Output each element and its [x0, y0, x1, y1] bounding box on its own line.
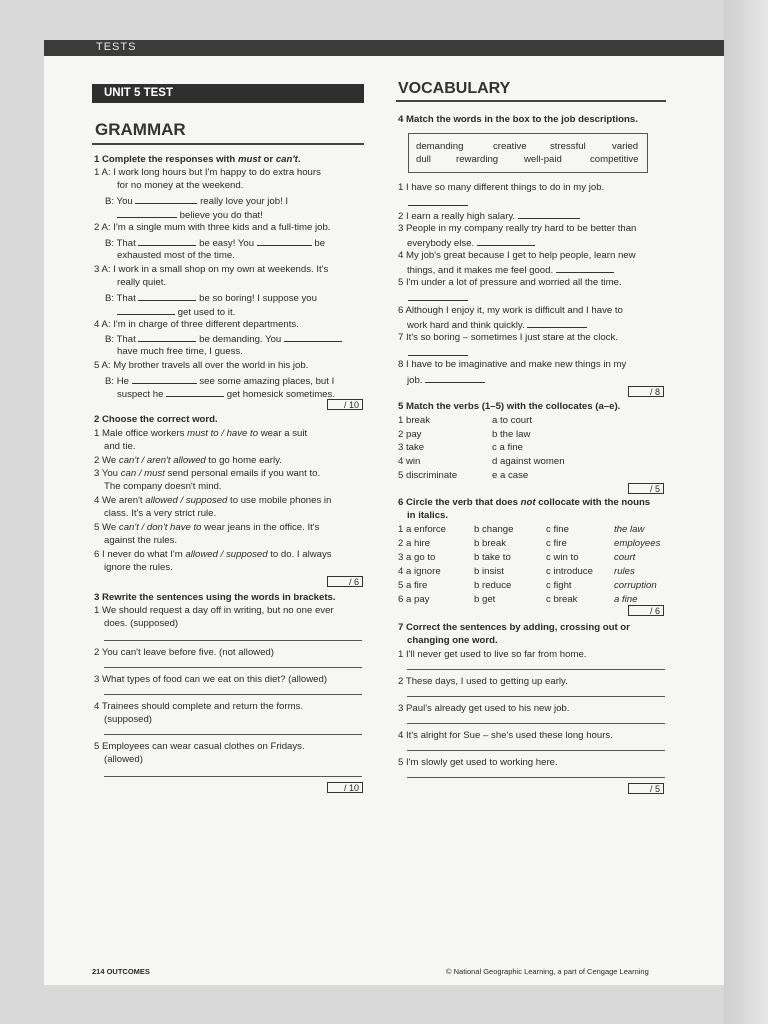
score-box: / 10 [327, 399, 363, 410]
answer-line[interactable] [104, 734, 362, 735]
ex2-text: send personal emails if you want to. [164, 468, 321, 479]
ex3-line: (supposed) [104, 714, 152, 725]
ex1-line: really quiet. [117, 277, 167, 288]
ex1-line: 5 A: My brother travels all over the world in his job. [94, 360, 309, 371]
ex1-text: B: That [105, 238, 136, 249]
verb-item: 4 win [398, 456, 421, 467]
answer-blank[interactable] [518, 209, 580, 219]
ex7-line: 3 Paul's already get used to his new job. [398, 703, 570, 714]
ex4-line: 3 People in my company really try hard to be better than [398, 223, 637, 234]
ex1-instruction: 1 Complete the responses with must or can't. [94, 154, 301, 165]
ex6-instruction: in italics. [407, 510, 449, 521]
ex2-line: and tie. [104, 441, 136, 452]
option-c[interactable]: c win to [546, 552, 579, 563]
section-label: TESTS [96, 41, 137, 53]
ex2-text: 5 We [94, 522, 119, 533]
word-box [408, 133, 648, 173]
ex2-line: against the rules. [104, 535, 178, 546]
option-b[interactable]: b get [474, 594, 496, 605]
ex4-line [407, 236, 535, 250]
choice-options[interactable]: can't / don't have to [118, 522, 202, 533]
ex7-line: 1 I'll never get used to live so far from home. [398, 649, 587, 660]
ex3-line: 2 You can't leave before five. (not allowed) [94, 647, 274, 658]
ex1-line [105, 194, 288, 208]
answer-blank[interactable] [166, 387, 224, 397]
ex4-line [407, 318, 587, 332]
word-box-item: rewarding [456, 154, 499, 165]
ex1-line: 3 A: I work in a small shop on my own at weekends. It's [94, 264, 329, 275]
unit-title-bar [92, 84, 364, 103]
collocate-item: d against women [492, 456, 565, 467]
ex4-instruction: 4 Match the words in the box to the job descriptions. [398, 114, 638, 125]
ex2-text: wear jeans in the office. It's [201, 522, 320, 533]
ex3-line: 5 Employees can wear casual clothes on Fridays. [94, 741, 305, 752]
verb-item: 5 discriminate [398, 470, 458, 481]
ex1-text: be demanding. You [199, 334, 282, 345]
score-box: / 6 [628, 605, 664, 616]
ex1-line [117, 387, 335, 401]
ex1-line: 1 A: I work long hours but I'm happy to do extra hours [94, 167, 321, 178]
score-box: / 5 [628, 783, 664, 794]
ex2-line [94, 495, 331, 507]
ex2-line: ignore the rules. [104, 562, 173, 573]
ex7-line: 2 These days, I used to getting up early. [398, 676, 568, 687]
option-a[interactable]: 4 a ignore [398, 566, 441, 577]
ex3-line: (allowed) [104, 754, 143, 765]
ex4-text: work hard and think quickly. [407, 320, 525, 331]
ex1-text: B: That [105, 293, 136, 304]
ex1-text: suspect he [117, 389, 164, 400]
collocate-item: b the law [492, 429, 531, 440]
answer-line[interactable] [407, 696, 665, 697]
verb-item: 1 break [398, 415, 430, 426]
ex1-text: get used to it. [177, 307, 236, 318]
ex4-line: 8 I have to be imaginative and make new things in my [398, 359, 627, 370]
noun-italic: the law [614, 524, 645, 535]
word-box-item: demanding [416, 141, 464, 152]
collocate-item: c a fine [492, 442, 523, 453]
collocate-item: e a case [492, 470, 529, 481]
answer-blank[interactable] [408, 346, 468, 356]
ex7-instruction: 7 Correct the sentences by adding, crossing out or [398, 622, 630, 633]
choice-options[interactable]: can't / aren't allowed [118, 455, 206, 466]
ex4-line: 5 I'm under a lot of pressure and worried all the time. [398, 277, 622, 288]
ex1-line [105, 236, 325, 250]
ex2-line [94, 522, 319, 534]
ex5-instruction: 5 Match the verbs (1–5) with the collocates (a–e). [398, 401, 621, 412]
ex1-text: B: That [105, 334, 136, 345]
ex2-line: class. It's a very strict rule. [104, 508, 217, 519]
answer-line[interactable] [407, 723, 665, 724]
ex3-line: 3 What types of food can we eat on this diet? (allowed) [94, 674, 328, 685]
ex7-instruction: changing one word. [407, 635, 498, 646]
choice-options[interactable]: must to / have to [187, 428, 259, 439]
vocabulary-divider [396, 100, 666, 102]
section-header-bar [44, 40, 724, 56]
ex1-line [117, 305, 235, 319]
option-b[interactable]: b take to [474, 552, 511, 563]
score-box: / 8 [628, 386, 664, 397]
ex3-line: 1 We should request a day off in writing, but no one ever [94, 605, 334, 616]
ex6-text: not [520, 497, 536, 508]
ex1-text: B: You [105, 196, 133, 207]
option-b[interactable]: b reduce [474, 580, 512, 591]
ex1-line: have much free time, I guess. [117, 346, 243, 357]
option-a[interactable]: 2 a hire [398, 538, 430, 549]
answer-blank[interactable] [257, 236, 312, 246]
ex6-instruction [398, 497, 650, 509]
answer-blank[interactable] [138, 332, 196, 342]
ex2-text: to go home early. [205, 455, 282, 466]
ex7-line: 4 It's alright for Sue – she's used these long hours. [398, 730, 613, 741]
option-c[interactable]: c fight [546, 580, 572, 591]
ex1-line [105, 332, 342, 346]
answer-blank[interactable] [117, 208, 177, 218]
ex1-line [117, 208, 263, 222]
option-c[interactable]: c introduce [546, 566, 593, 577]
word-box-item: well-paid [524, 154, 562, 165]
answer-blank[interactable] [135, 194, 197, 204]
ex2-line [94, 468, 320, 480]
ex2-line [94, 428, 307, 440]
ex1-text: really love your job! I [200, 196, 289, 207]
ex2-text: wear a suit [258, 428, 308, 439]
word-box-item: competitive [590, 154, 639, 165]
score-box: / 10 [327, 782, 363, 793]
ex2-text: to do. I always [267, 549, 332, 560]
ex4-text: everybody else. [407, 238, 475, 249]
answer-blank[interactable] [138, 236, 196, 246]
answer-blank[interactable] [425, 373, 485, 383]
answer-line[interactable] [104, 640, 362, 641]
verb-item: 3 take [398, 442, 425, 453]
option-b[interactable]: b break [474, 538, 506, 549]
answer-blank[interactable] [556, 263, 614, 273]
option-c[interactable]: c fine [546, 524, 569, 535]
answer-line[interactable] [407, 750, 665, 751]
ex1-text: see some amazing places, but I [199, 376, 335, 387]
ex4-text: 2 I earn a really high salary. [398, 211, 516, 222]
ex4-text: job. [407, 375, 423, 386]
ex1-text: be [314, 238, 326, 249]
ex3-line: 4 Trainees should complete and return the forms. [94, 701, 304, 712]
answer-blank[interactable] [527, 318, 587, 328]
answer-blank[interactable] [477, 236, 535, 246]
ex1-line: 2 A: I'm a single mum with three kids and a full-time job. [94, 222, 331, 233]
ex4-line [407, 263, 614, 277]
score-box: / 6 [327, 576, 363, 587]
ex1-line: 4 A: I'm in charge of three different departments. [94, 319, 299, 330]
ex4-text: things, and it makes me feel good. [407, 265, 554, 276]
answer-line[interactable] [104, 667, 362, 668]
answer-blank[interactable] [408, 291, 468, 301]
ex7-line: 5 I'm slowly get used to working here. [398, 757, 558, 768]
noun-italic: court [614, 552, 636, 563]
ex2-line [94, 549, 332, 561]
ex1-line: exhausted most of the time. [117, 250, 235, 261]
ex4-line: 4 My job's great because I get to help people, learn new [398, 250, 636, 261]
noun-italic: corruption [614, 580, 657, 591]
verb-item: 2 pay [398, 429, 422, 440]
option-a[interactable]: 5 a fire [398, 580, 428, 591]
ex1-text: believe you do that! [179, 210, 263, 221]
unit-title: UNIT 5 TEST [104, 87, 174, 99]
answer-blank[interactable] [138, 291, 196, 301]
option-a[interactable]: 3 a go to [398, 552, 436, 563]
collocate-item: a to court [492, 415, 532, 426]
ex1-text: be so boring! I suppose you [199, 293, 317, 304]
word-box-item: dull [416, 154, 431, 165]
ex6-text: 6 Circle the verb that does [398, 497, 521, 508]
noun-italic: employees [614, 538, 661, 549]
page-edge-shadow [724, 0, 768, 1024]
ex2-text: 1 Male office workers [94, 428, 188, 439]
option-c[interactable]: c break [546, 594, 578, 605]
ex3-instruction: 3 Rewrite the sentences using the words in brackets. [94, 592, 336, 603]
ex4-line: 6 Although I enjoy it, my work is difficult and I have to [398, 305, 623, 316]
ex1-text: get homesick sometimes. [226, 389, 335, 400]
ex2-text: 3 You [94, 468, 121, 479]
ex1-text: B: He [105, 376, 129, 387]
answer-line[interactable] [104, 694, 362, 695]
vocabulary-heading: VOCABULARY [398, 80, 511, 97]
option-c[interactable]: c fire [546, 538, 567, 549]
word-box-item: varied [612, 141, 639, 152]
ex2-instruction: 2 Choose the correct word. [94, 414, 218, 425]
answer-blank[interactable] [284, 332, 342, 342]
ex4-line [407, 373, 485, 387]
noun-italic: a fine [614, 594, 638, 605]
ex4-line: 1 I have so many different things to do in my job. [398, 182, 605, 193]
ex1-line [105, 291, 317, 305]
grammar-heading: GRAMMAR [95, 120, 186, 139]
choice-options[interactable]: allowed / supposed [145, 495, 228, 506]
ex1-line [105, 374, 334, 388]
ex2-text: to use mobile phones in [227, 495, 332, 506]
ex2-text: 6 I never do what I'm [94, 549, 186, 560]
score-box: / 5 [628, 483, 664, 494]
answer-line[interactable] [407, 777, 665, 778]
ex2-text: 4 We aren't [94, 495, 146, 506]
grammar-divider [92, 143, 364, 145]
answer-blank[interactable] [408, 196, 468, 206]
choice-options[interactable]: can / must [120, 468, 165, 479]
answer-line[interactable] [104, 776, 362, 777]
option-b[interactable]: b insist [474, 566, 504, 577]
ex1-text: be easy! You [199, 238, 255, 249]
option-b[interactable]: b change [474, 524, 514, 535]
ex6-text: collocate with the nouns [535, 497, 651, 508]
ex3-line: does. (supposed) [104, 618, 179, 629]
option-a[interactable]: 6 a pay [398, 594, 430, 605]
option-a[interactable]: 1 a enforce [398, 524, 447, 535]
noun-italic: rules [614, 566, 635, 577]
word-box-item: creative [493, 141, 527, 152]
answer-blank[interactable] [117, 305, 175, 315]
choice-options[interactable]: allowed / supposed [185, 549, 268, 560]
ex2-text: 2 We [94, 455, 119, 466]
ex2-line [94, 455, 282, 467]
word-box-item: stressful [550, 141, 586, 152]
ex4-line [398, 209, 580, 223]
ex2-line: The company doesn't mind. [104, 481, 222, 492]
page-number: 214 OUTCOMES [92, 967, 150, 976]
answer-line[interactable] [407, 669, 665, 670]
answer-blank[interactable] [132, 374, 197, 384]
ex1-line: for no money at the weekend. [117, 180, 244, 191]
ex4-line: 7 It's so boring – sometimes I just stare at the clock. [398, 332, 618, 343]
copyright: © National Geographic Learning, a part of Cengage Learning [446, 967, 649, 976]
